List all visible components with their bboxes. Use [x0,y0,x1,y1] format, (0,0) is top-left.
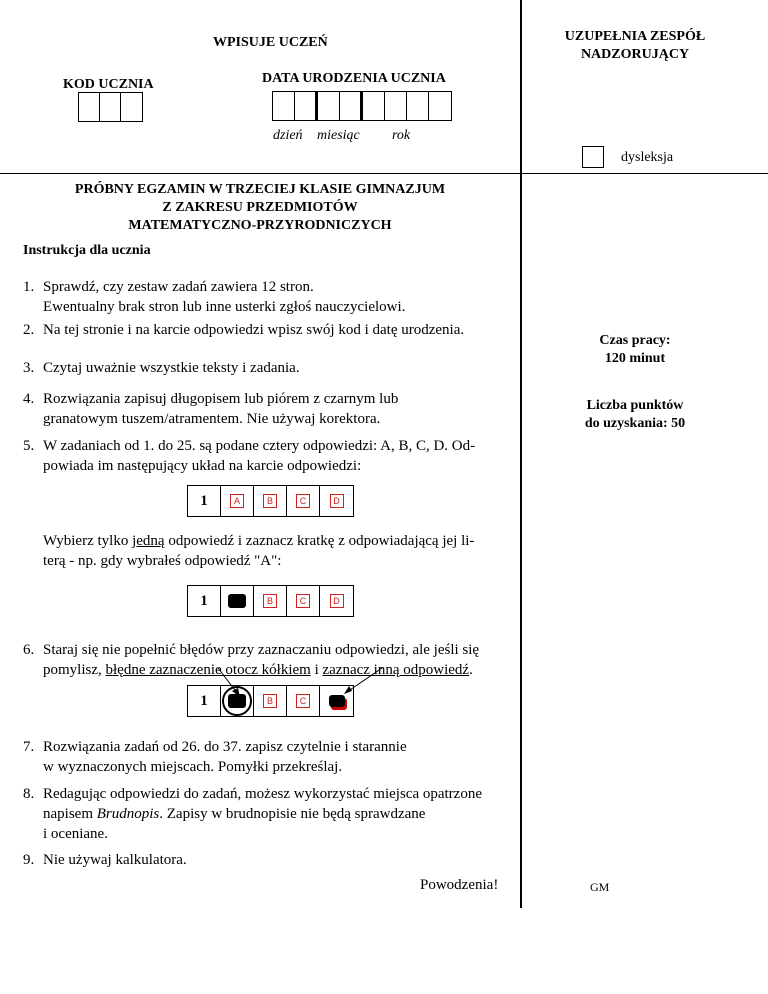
instruction-7: 7. Rozwiązania zadań od 26. do 37. zapisz czytelnie i starannie w wyznaczonych miejscach. Pomyłki przekreślaj. [23,739,407,775]
instruction-4: 4. Rozwiązania zapisuj długopisem lub piórem z czarnym lub granatowym tuszem/atramentem. Nie używaj korektora. [23,391,399,427]
exam-code: GM [590,880,610,894]
answer-box-c: C [296,494,310,508]
answer-row-example: 1 A B C D [187,485,354,517]
correction-circle [222,686,252,716]
instructions-heading: Instrukcja dla ucznia [23,243,151,258]
points-info: Liczba punktów do uzyskania: 50 [584,398,686,431]
instruction-8: 8. Redagując odpowiedzi do zadań, możesz wykorzystać miejsca opatrzone napisem Brudnopis. Zapisy w brudnopisie nie będą sprawdzane i oceniane. [23,786,482,842]
birth-date-label: DATA URODZENIA UCZNIA [262,71,446,86]
student-fills-label: WPISUJE UCZEŃ [213,35,328,50]
good-luck-text: Powodzenia! [420,877,499,893]
answer-row-corrected-example: 1 B C [187,685,354,717]
exam-title: PRÓBNY EGZAMIN W TRZECIEJ KLASIE GIMNAZJUM Z ZAKRESU PRZEDMIOTÓW MATEMATYCZNO-PRZYRODNICZYCH [74,182,446,233]
year-label: rok [392,128,411,143]
day-label: dzień [273,128,303,143]
answer-row-marked-example: 1 B C D [187,585,354,617]
instruction-5: 5. W zadaniach od 1. do 25. są podane cztery odpowiedzi: A, B, C, D. Od- powiada im następujący układ na karcie odpowiedzi: [23,438,476,474]
new-answer-d [329,695,345,707]
month-label: miesiąc [317,128,360,143]
answer-box-b: B [263,494,277,508]
answer-box-a: A [230,494,244,508]
student-code-label: KOD UCZNIA [63,77,154,92]
dyslexia-label: dysleksja [621,150,674,165]
instruction-3: 3. Czytaj uważnie wszystkie teksty i zadania. [23,360,300,376]
instruction-2: 2. Na tej stronie i na karcie odpowiedzi wpisz swój kod i datę urodzenia. [23,322,465,338]
time-info: Czas pracy: 120 minut [599,333,671,366]
instruction-9: 9. Nie używaj kalkulatora. [23,852,187,868]
answer-box-d: D [330,494,344,508]
instruction-1: 1. Sprawdź, czy zestaw zadań zawiera 12 stron. Ewentualny brak stron lub inne usterki zgłoś nauczycielowi. [23,279,406,315]
instruction-6: 6. Staraj się nie popełnić błędów przy zaznaczaniu odpowiedzi, ale jeśli się pomylisz, błędne zaznaczenie otocz kółkiem i zaznacz inną odpowiedź. [23,642,480,678]
supervisors-label: UZUPEŁNIA ZESPÓŁ NADZORUJĄCY [564,29,706,62]
choose-instruction: Wybierz tylko jedną odpowiedź i zaznacz kratkę z odpowiadającą jej li- terą - np. gdy wybrałeś odpowiedź "A": [43,533,475,569]
